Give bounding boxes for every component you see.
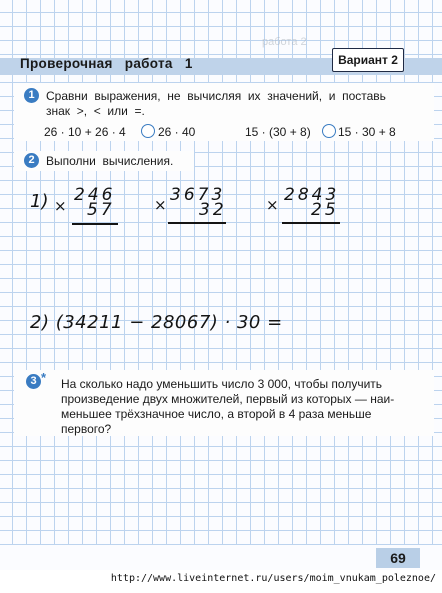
expr2-right: 15 · 30 + 8 <box>338 125 396 139</box>
task2-text: Выполни вычисления. <box>46 154 174 168</box>
bleed-through-text: работа 2 <box>262 36 307 48</box>
hw-m3-top: 2843 <box>284 185 340 205</box>
task1-number-icon: 1 <box>24 88 39 103</box>
hw-times-3: × <box>266 196 279 214</box>
hw-m2-bottom: 32 <box>199 200 227 220</box>
hw-m3-underline <box>282 222 340 224</box>
source-url[interactable]: http://www.liveinternet.ru/users/moim_vnukam_poleznoe/ <box>110 573 436 584</box>
task3-number-icon: 3 <box>26 374 41 389</box>
hw-m3-bottom: 25 <box>311 200 339 220</box>
hw-m2-underline <box>168 222 226 224</box>
expr2-left: 15 · (30 + 8) <box>245 125 311 139</box>
task3-line3: меньшее трёхзначное число, а второй в 4 раза меньше <box>61 407 372 421</box>
hw-label-1: 1) <box>30 191 49 212</box>
task1-text-line2: знак >, < или =. <box>46 104 145 118</box>
hw-times-2: × <box>154 196 167 214</box>
hw-times-1: × <box>54 197 67 215</box>
expr1-right: 26 · 40 <box>158 125 196 139</box>
hw-m1-top: 246 <box>74 185 116 205</box>
hw-m2-top: 3673 <box>170 185 226 205</box>
compare-circle-2[interactable] <box>322 124 336 138</box>
task2-number-icon: 2 <box>24 153 39 168</box>
expr1-left: 26 · 10 + 26 · 4 <box>44 125 126 139</box>
variant-badge: Вариант 2 <box>332 48 404 72</box>
page-title: Проверочная работа 1 <box>20 56 193 71</box>
hw-m1-bottom: 57 <box>87 200 115 220</box>
task3-line1: На сколько надо уменьшить число 3 000, чтобы получить <box>61 377 383 391</box>
task3-line2: произведение двух множителей, первый из которых — наи- <box>61 392 395 406</box>
compare-circle-1[interactable] <box>141 124 155 138</box>
hw-expression-2: 2) (34211 − 28067) · 30 = <box>30 312 283 333</box>
task3-line4: первого? <box>61 422 112 436</box>
task3-star: * <box>41 370 47 385</box>
task1-text-line1: Сравни выражения, не вычисляя их значений, и поставь <box>46 89 386 103</box>
hw-m1-underline <box>72 223 118 225</box>
page-number: 69 <box>376 548 420 568</box>
